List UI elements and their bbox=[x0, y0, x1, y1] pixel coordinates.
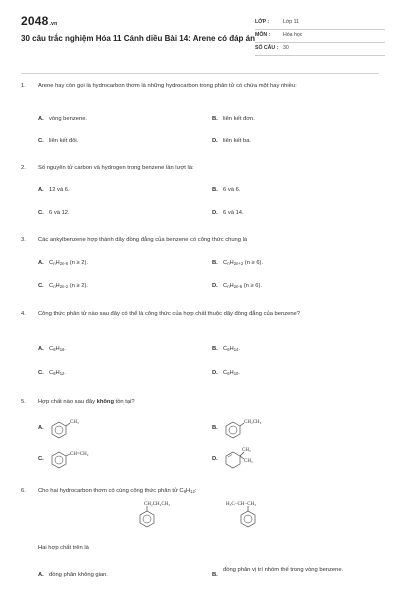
option-text: đồng phân không gian. bbox=[49, 572, 108, 578]
svg-text:CH=CH₂: CH=CH₂ bbox=[70, 452, 89, 457]
meta-row-class bbox=[255, 17, 385, 30]
question-number: 6. bbox=[21, 488, 26, 494]
option-text: liên kết đơn. bbox=[223, 116, 255, 122]
option-letter: C. bbox=[38, 210, 44, 216]
option-letter: A. bbox=[38, 116, 44, 122]
option-letter: B. bbox=[212, 346, 218, 352]
svg-text:CH₃: CH₃ bbox=[244, 459, 253, 464]
option-letter: C. bbox=[38, 370, 44, 376]
option-letter: A. bbox=[38, 425, 44, 431]
page-title: 30 câu trắc nghiệm Hóa 11 Cánh diều Bài 14: Arene có đáp án bbox=[21, 34, 255, 43]
question-text: Arene hay còn gọi là hydrocarbon thơm là những hydrocarbon trong phân tử có chứa một hay nhiều: bbox=[38, 83, 297, 89]
option-letter: A. bbox=[38, 572, 44, 578]
option-letter: A. bbox=[38, 260, 44, 266]
meta-key: LỚP : bbox=[255, 19, 270, 25]
option-text: 6 và 6. bbox=[223, 187, 241, 193]
cyclohexene-dimethyl-structure bbox=[226, 446, 276, 472]
option-letter: B. bbox=[212, 572, 218, 578]
option-letter: D. bbox=[212, 456, 218, 462]
question-number: 3. bbox=[21, 237, 26, 243]
svg-text:H₃C−CH−CH₃: H₃C−CH−CH₃ bbox=[226, 502, 256, 507]
styrene-structure bbox=[52, 448, 112, 470]
question-number: 2. bbox=[21, 165, 26, 171]
question-text: Số nguyên tử carbon và hydrogen trong benzene lần lượt là: bbox=[38, 165, 194, 171]
meta-key: MÔN : bbox=[255, 32, 271, 38]
meta-table bbox=[255, 17, 385, 56]
header-divider bbox=[21, 73, 379, 74]
option-text: 6 và 12. bbox=[49, 210, 70, 216]
option-formula: $C_6H_{14}$. bbox=[223, 346, 241, 352]
meta-row-count bbox=[255, 43, 385, 56]
emphasis-word: không bbox=[96, 399, 114, 405]
option-formula: $C_6H_{16}$. bbox=[49, 346, 67, 352]
question-text: Cho hai hydrocarbon thơm có cùng công thức phân tử $C_9H_{12}$: bbox=[38, 488, 197, 494]
meta-key: SỐ CÂU : bbox=[255, 45, 279, 51]
meta-value: Hóa học bbox=[283, 32, 303, 38]
question-text: Các ankylbenzene hợp thành dãy đồng đẳng của benzene có công thức chung là bbox=[38, 237, 248, 243]
question-text: Hợp chất nào sau đây không tồn tại? bbox=[38, 399, 135, 405]
option-text: liên kết ba. bbox=[223, 138, 252, 144]
svg-text:CH₂CH₃: CH₂CH₃ bbox=[244, 420, 262, 425]
option-letter: B. bbox=[212, 116, 218, 122]
option-text: 6 và 14. bbox=[223, 210, 244, 216]
site-logo[interactable] bbox=[21, 14, 57, 28]
toluene-structure bbox=[52, 418, 92, 440]
meta-value: Lớp 11 bbox=[283, 19, 299, 25]
option-letter: B. bbox=[212, 425, 218, 431]
question-number: 5. bbox=[21, 399, 26, 405]
option-formula: $C_6H_{12}$. bbox=[49, 370, 67, 376]
option-letter: C. bbox=[38, 456, 44, 462]
option-letter: C. bbox=[38, 138, 44, 144]
option-text: vòng benzene. bbox=[49, 116, 88, 122]
option-letter: B. bbox=[212, 260, 218, 266]
option-formula: $C_nH_{2n-2}$ (n ≥ 2). bbox=[49, 283, 89, 289]
option-formula: $C_nH_{2n+2}$ (n ≥ 6). bbox=[223, 260, 264, 266]
propylbenzene-structure bbox=[140, 497, 190, 537]
meta-row-subject bbox=[255, 30, 385, 43]
option-letter: B. bbox=[212, 187, 218, 193]
option-letter: D. bbox=[212, 283, 218, 289]
option-formula: $C_nH_{2n-6}$ (n ≥ 6). bbox=[223, 283, 263, 289]
option-text: đồng phân vị trí nhóm thế trong vòng benzene. bbox=[223, 567, 344, 573]
option-letter: A. bbox=[38, 187, 44, 193]
option-letter: D. bbox=[212, 210, 218, 216]
cumene-structure bbox=[226, 497, 286, 537]
option-text: liên kết đôi. bbox=[49, 138, 79, 144]
svg-text:CH₃: CH₃ bbox=[70, 420, 79, 425]
svg-text:CH₃: CH₃ bbox=[242, 448, 251, 453]
logo-text: 2048 bbox=[21, 14, 49, 28]
question-text: Hai hợp chất trên là bbox=[38, 545, 89, 551]
question-number: 4. bbox=[21, 311, 26, 317]
option-formula: $C_6H_{10}$. bbox=[223, 370, 241, 376]
question-text: Công thức phân tử nào sau đây có thể là công thức của hợp chất thuộc dãy đồng đẳng của benzene? bbox=[38, 311, 300, 317]
option-letter: D. bbox=[212, 370, 218, 376]
option-letter: A. bbox=[38, 346, 44, 352]
option-text: 12 và 6. bbox=[49, 187, 70, 193]
ethylbenzene-structure bbox=[226, 418, 286, 440]
meta-value: 30 bbox=[283, 45, 289, 51]
question-number: 1. bbox=[21, 83, 26, 89]
page-header bbox=[0, 0, 400, 74]
svg-text:CH₂CH₂CH₃: CH₂CH₂CH₃ bbox=[144, 502, 171, 507]
option-formula: $C_nH_{2n-6}$ (n ≥ 2). bbox=[49, 260, 89, 266]
option-letter: D. bbox=[212, 138, 218, 144]
logo-suffix: .vn bbox=[49, 21, 58, 27]
option-letter: C. bbox=[38, 283, 44, 289]
